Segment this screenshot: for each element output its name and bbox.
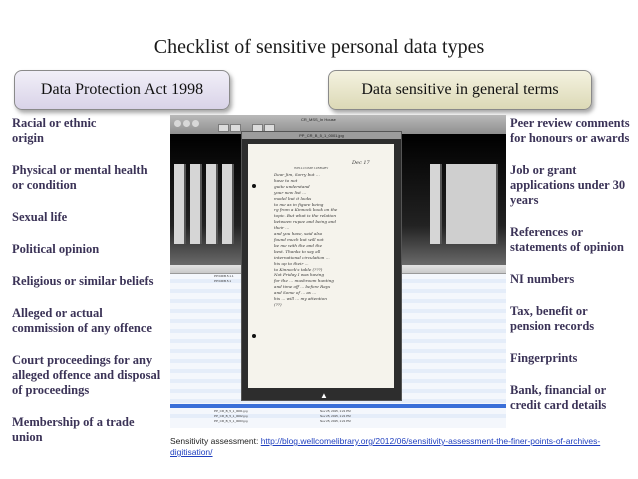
general-category-list (510, 116, 636, 430)
data-protection-act-header: Data Protection Act 1998 (14, 70, 230, 110)
source-credit (170, 436, 610, 458)
list-row[interactable]: PP/CR/B.5.1 (170, 279, 506, 283)
page-thumbnail[interactable] (446, 164, 498, 244)
category-racial-origin: Racial or ethnic origin (12, 116, 97, 145)
category-references: References or statements of opinion (510, 225, 624, 254)
letter-date: Dec 17 (352, 160, 370, 166)
category-job-applications: Job or grant applications under 30 years (510, 163, 626, 207)
forward-button[interactable] (230, 124, 241, 132)
dpa-category-list (12, 116, 170, 462)
category-offence: Alleged or actual commission of any offence (12, 306, 152, 335)
credit-prefix: Sensitivity assessment: (170, 436, 261, 446)
folder-thumbnail[interactable] (206, 164, 218, 244)
category-peer-review: Peer review comments for honours or awards (510, 116, 630, 145)
category-religious-beliefs: Religious or similar beliefs (12, 274, 154, 288)
punch-hole-icon (252, 184, 256, 188)
credit-link[interactable]: http://blog.wellcomelibrary.org/2012/06/sensitivity-assessment-the-finer-points-of-archives-digitisation/ (170, 436, 601, 457)
list-row[interactable]: PP_CR_B_5_1_0001.jpg Nov 25, 2015, 1:21 PM (214, 409, 351, 413)
list-row[interactable]: PP/CR/B.5.1.1 (214, 274, 234, 278)
category-sexual-life: Sexual life (12, 210, 68, 224)
finder-screenshot (170, 115, 506, 428)
category-tax-records: Tax, benefit or pension records (510, 304, 595, 333)
category-ni-numbers: NI numbers (510, 272, 575, 286)
list-row-selected[interactable] (170, 404, 506, 408)
cursor-icon: ▲ (320, 391, 328, 400)
handwritten-letter-text: Dear Jim, Sorry but ... have to not guite understand your new list ... model but it looks to me as in figure being rg from a Kinnock book on the topic. But what is the relation between rupee and being and their ... and you have, said also found much but will not be me with the and the best. Thanks to say all international circulation ... his up to their ... to Kinnock's table (???) Not Friday I was having for the ... mushroom hunting and time off ... before Rays and Some of ... as ... his ... will ... my attention (??) (274, 172, 338, 307)
slide-title: Checklist of sensitive personal data types (153, 36, 485, 58)
punch-hole-icon (252, 334, 256, 338)
zoom-icon[interactable] (192, 120, 199, 127)
general-sensitive-header: Data sensitive in general terms (328, 70, 592, 110)
back-button[interactable] (218, 124, 229, 132)
close-icon[interactable] (174, 120, 181, 127)
folder-thumbnail[interactable] (190, 164, 202, 244)
finder-window-title: CR_MSS_In House (301, 117, 336, 122)
quick-look-viewer[interactable] (241, 131, 402, 401)
category-court-proceedings: Court proceedings for any alleged offence and disposal of proceedings (12, 353, 161, 397)
category-financial-details: Bank, financial or credit card details (510, 383, 607, 412)
viewer-title: PP_CR_B_5_1_0001.jpg (242, 132, 401, 139)
category-trade-union: Membership of a trade union (12, 415, 135, 444)
scanned-letter-page (248, 144, 394, 388)
list-row[interactable]: PP_CR_B_5_1_0002.jpg Nov 25, 2015, 1:21 PM (170, 414, 506, 418)
folder-thumbnail[interactable] (222, 164, 234, 244)
category-health: Physical or mental health or condition (12, 163, 148, 192)
category-political-opinion: Political opinion (12, 242, 100, 256)
list-row[interactable]: PP_CR_B_5_1_0003.jpg Nov 25, 2015, 1:21 PM (214, 419, 351, 423)
category-fingerprints: Fingerprints (510, 351, 578, 365)
minimize-icon[interactable] (183, 120, 190, 127)
folder-thumbnail[interactable] (174, 164, 186, 244)
folder-thumbnail[interactable] (430, 164, 442, 244)
letterhead-stamp: WELLCOME LIBRARY (294, 166, 329, 170)
